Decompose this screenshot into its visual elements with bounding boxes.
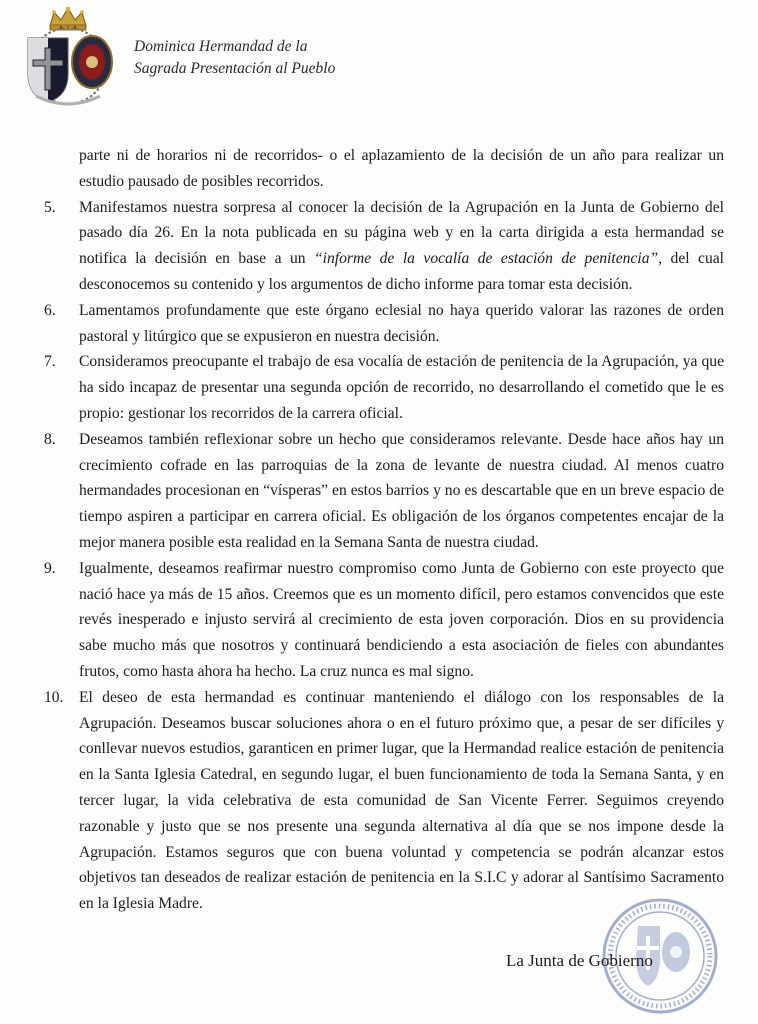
point-number: 6. bbox=[44, 301, 56, 319]
emblem-oval-icon bbox=[72, 36, 112, 88]
point-text: El deseo de esta hermandad es continuar manteniendo el diálogo con los responsables de la Agrupación. Deseamos buscar soluciones ahora o en el futuro próximo que, a pesar de ser difíciles y conllevar nuevos estudios, garanticen en primer lugar, que la Hermandad realice estación de penitencia en la Santa Iglesia Catedral, en segundo lugar, el buen funcionamiento de toda la Semana Santa, y en tercer lugar, la vida celebrativa de esta comunidad de San Vicente Ferrer. Seguimos creyendo razonable y justo que se nos presente una segunda alternativa al día que se nos impone desde la Agrupación. Estamos seguros que con buena voluntad y competencia se podrán alcanzar estos objetivos tan deseados de realizar estación de penitencia en la S.I.C y adorar al Santísimo Sacramento en la Iglesia Madre. bbox=[79, 688, 724, 913]
continuation-paragraph: parte ni de horarios ni de recorridos- o el aplazamiento de la decisión de un año para realizar un estudio pausado de posibles recorridos. bbox=[79, 147, 724, 190]
point-number: 7. bbox=[44, 353, 56, 371]
letter-body bbox=[44, 143, 724, 917]
point-number: 9. bbox=[44, 559, 56, 577]
point-text-part: Manifestamos nuestra sorpresa al conocer la decisión de la Agrupación en la Junta de Gobierno del pasado día 26. En la nota publicada en su página web y en la carta dirigida a esta hermandad se notifica la decisión en base a un bbox=[79, 198, 724, 268]
point-text: Igualmente, deseamos reafirmar nuestro compromiso como Junta de Gobierno con este proyecto que nació hace ya más de 15 años. Creemos que es un momento difícil, pero estamos convencidos que este revés inesperado e injusto servirá al crecimiento de esta joven corporación. Dios en su providencia sabe mucho más que nosotros y continuará bendiciendo a esta asociación de fieles con abundantes frutos, como hasta ahora ha hecho. La cruz nunca es mal signo. bbox=[79, 559, 724, 680]
point-text-part: , del cual desconocemos su contenido y los argumentos de dicho informe para tomar esta decisión. bbox=[79, 250, 725, 293]
point-text: Deseamos también reflexionar sobre un hecho que consideramos relevante. Desde hace años hay un crecimiento cofrade en las parroquias de la zona de levante de nuestra ciudad. Al menos cuatro hermandades procesionan en “vísperas” en estos barrios y no es descartable que en un breve espacio de tiempo aspiren a participar en carrera oficial. Es obligación de los órganos competentes encajar de la mejor manera posible esta realidad en la Semana Santa de nuestra ciudad. bbox=[79, 430, 724, 551]
point-text bbox=[79, 195, 724, 298]
signature-line: La Junta de Gobierno bbox=[506, 951, 653, 970]
point-number: 5. bbox=[44, 198, 56, 216]
point-text: Consideramos preocupante el trabajo de esa vocalía de estación de penitencia de la Agrupación, ya que ha sido incapaz de presentar una segunda opción de recorrido, no desarrollando el cometido que le es propio: gestionar los recorridos de la carrera oficial. bbox=[79, 353, 724, 422]
point-number: 8. bbox=[44, 430, 56, 448]
point-number: 10. bbox=[44, 688, 64, 706]
numbered-point-7 bbox=[44, 349, 724, 426]
letterhead bbox=[14, 4, 374, 108]
organization-name-line-2: Sagrada Presentación al Pueblo bbox=[134, 60, 336, 77]
numbered-point-6 bbox=[44, 298, 724, 350]
numbered-point-9 bbox=[44, 556, 724, 685]
quoted-report-title: “informe de la vocalía de estación de penitencia” bbox=[314, 250, 659, 268]
crown-icon bbox=[50, 7, 86, 30]
dominican-cross-shield-icon bbox=[28, 38, 68, 102]
numbered-point-8 bbox=[44, 427, 724, 556]
brotherhood-crest-icon bbox=[14, 4, 122, 108]
point-text: Lamentamos profundamente que este órgano eclesial no haya querido valorar las razones de orden pastoral y litúrgico que se expusieron en nuestra decisión. bbox=[79, 301, 724, 345]
organization-name bbox=[134, 36, 335, 80]
numbered-point-10 bbox=[44, 685, 724, 917]
numbered-point-5 bbox=[44, 195, 724, 298]
organization-name-line-1: Dominica Hermandad de la bbox=[134, 38, 308, 55]
